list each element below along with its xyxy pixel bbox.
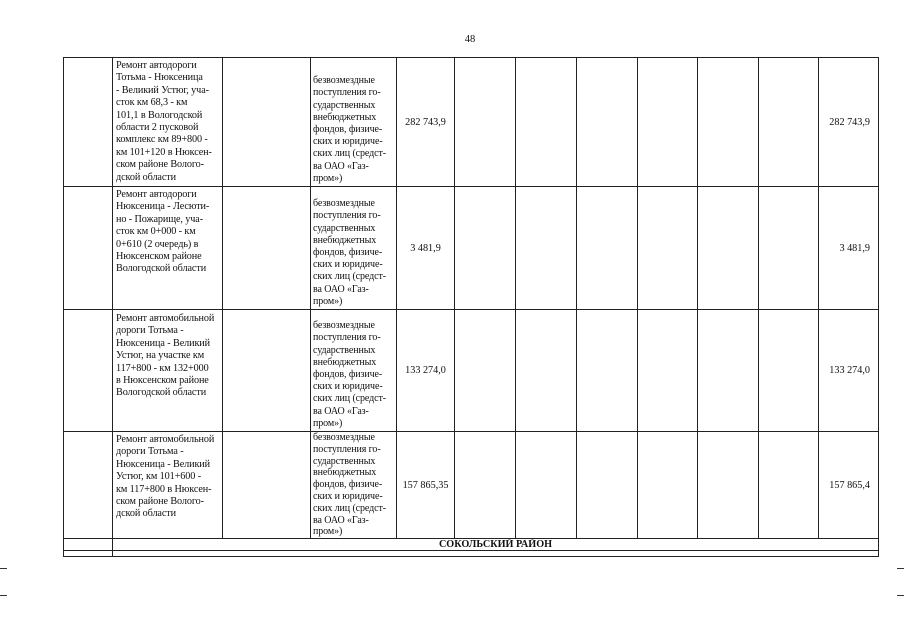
funding-source: безвозмездные поступления го- сударственных внебюджетных фондов, физиче- ских и юридиче- ских лиц (средст- ва ОАО «Газ- пром») — [313, 75, 386, 184]
empty-cell — [698, 432, 759, 539]
table-row — [64, 58, 879, 187]
empty-cell — [64, 539, 113, 551]
empty-cell — [638, 58, 698, 187]
empty-cell — [223, 432, 311, 539]
empty-cell — [64, 187, 113, 310]
empty-cell — [64, 432, 113, 539]
funding-source-cell — [311, 58, 397, 187]
empty-cell — [698, 58, 759, 187]
empty-cell — [455, 432, 516, 539]
scan-mark — [0, 568, 7, 569]
empty-cell — [516, 58, 577, 187]
total-value: 133 274,0 — [829, 365, 870, 376]
empty-cell — [455, 310, 516, 432]
empty-cell — [64, 58, 113, 187]
empty-cell — [638, 187, 698, 310]
total-value: 282 743,9 — [829, 116, 870, 128]
amount-cell: 3 481,9 — [397, 187, 455, 310]
funding-source: безвозмездные поступления го- сударственных внебюджетных фондов, физиче- ских и юридиче- ских лиц (средст- ва ОАО «Газ- пром») — [313, 432, 386, 538]
object-cell — [113, 58, 223, 187]
scan-mark — [897, 568, 904, 569]
object-name: Ремонт автодороги Нюксеница - Лесюти- но - Пожарище, уча- сток км 0+000 - км 0+610 (2 очередь) в Нюксенском районе Вологодской области — [116, 189, 210, 275]
object-cell — [113, 310, 223, 432]
object-cell — [113, 187, 223, 310]
empty-cell — [223, 187, 311, 310]
funding-source-cell — [311, 310, 397, 432]
empty-cell — [113, 551, 879, 557]
empty-cell — [455, 187, 516, 310]
page-number: 48 — [464, 34, 476, 45]
table-row — [64, 310, 879, 432]
empty-cell — [64, 551, 113, 557]
amount-cell: 282 743,9 — [397, 58, 455, 187]
object-cell — [113, 432, 223, 539]
funding-source: безвозмездные поступления го- сударственных внебюджетных фондов, физиче- ских и юридиче- ских лиц (средст- ва ОАО «Газ- пром») — [313, 320, 386, 429]
total-value: 157 865,4 — [829, 479, 870, 491]
empty-cell — [516, 310, 577, 432]
empty-cell — [516, 187, 577, 310]
funding-source: безвозмездные поступления го- сударственных внебюджетных фондов, физиче- ских и юридиче- ских лиц (средст- ва ОАО «Газ- пром») — [313, 198, 386, 307]
empty-cell — [638, 310, 698, 432]
amount-cell: 157 865,35 — [397, 432, 455, 539]
funding-source-cell — [311, 187, 397, 310]
table-row — [64, 432, 879, 539]
scan-mark — [0, 595, 7, 596]
empty-cell — [577, 310, 638, 432]
total-cell — [819, 432, 879, 539]
amount-cell: 133 274,0 — [397, 310, 455, 432]
section-header: СОКОЛЬСКИЙ РАЙОН — [113, 539, 879, 551]
empty-cell — [64, 310, 113, 432]
total-cell — [819, 310, 879, 432]
empty-cell — [759, 58, 819, 187]
budget-table — [63, 57, 879, 557]
empty-cell — [638, 432, 698, 539]
total-cell — [819, 58, 879, 187]
object-name: Ремонт автодороги Тотьма - Нюксеница - Великий Устюг, уча- сток км 68,3 - км 101,1 в Вологодской области 2 пусковой комплекс км 89+800 - км 101+120 в Нюксен- ском районе Волого- дской области — [116, 60, 212, 183]
empty-cell — [223, 58, 311, 187]
empty-cell — [759, 187, 819, 310]
empty-cell — [455, 58, 516, 187]
empty-cell — [223, 310, 311, 432]
empty-cell — [759, 310, 819, 432]
section-row — [64, 539, 879, 551]
total-value: 3 481,9 — [839, 242, 870, 254]
funding-source-cell — [311, 432, 397, 539]
total-cell — [819, 187, 879, 310]
object-name: Ремонт автомобильной дороги Тотьма - Нюксеница - Великий Устюг, на участке км 117+800 - км 132+000 в Нюксенском районе Вологодской области — [116, 313, 215, 399]
table-row — [64, 187, 879, 310]
empty-cell — [577, 58, 638, 187]
empty-cell — [759, 432, 819, 539]
empty-cell — [516, 432, 577, 539]
empty-cell — [698, 187, 759, 310]
table-row — [64, 551, 879, 557]
empty-cell — [577, 187, 638, 310]
empty-cell — [577, 432, 638, 539]
scan-mark — [897, 595, 904, 596]
empty-cell — [698, 310, 759, 432]
object-name: Ремонт автомобильной дороги Тотьма - Нюксеница - Великий Устюг, км 101+600 - км 117+800 в Нюксен- ском районе Волого- дской области — [116, 434, 215, 520]
